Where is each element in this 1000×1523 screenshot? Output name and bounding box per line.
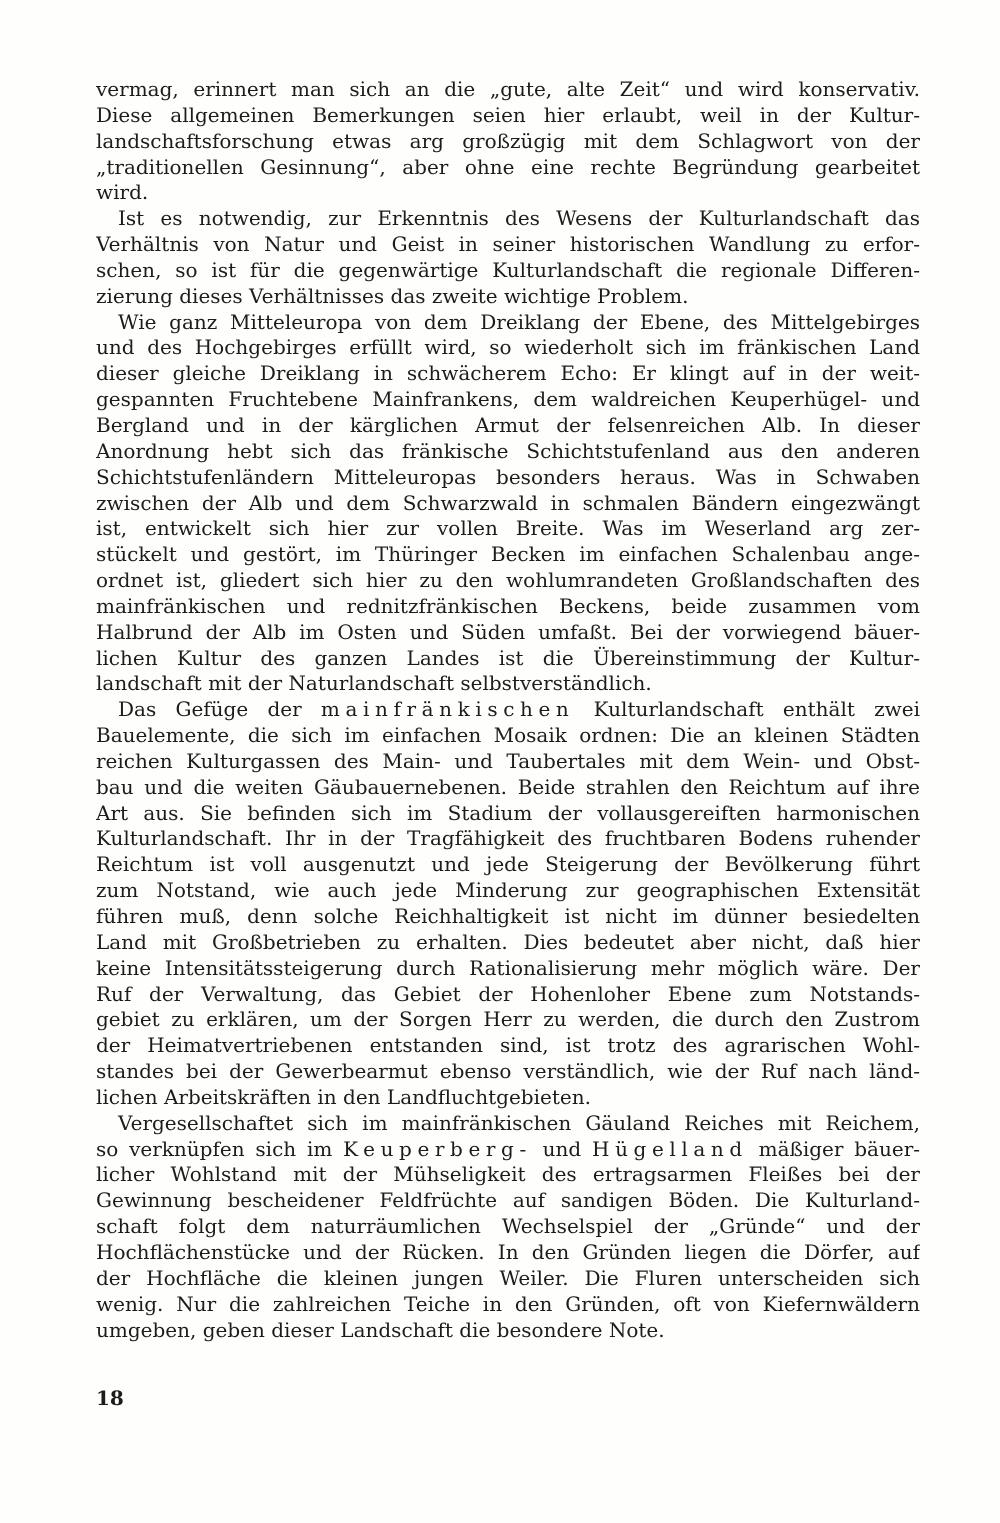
text-line: Wie ganz Mitteleuropa von dem Dreiklang der Ebene, des Mittelgebirges [118, 309, 920, 334]
text-line: ist, entwickelt sich hier zur vollen Breite. Was im Weserland arg zer- [96, 516, 920, 541]
text-line: führen muß, denn solche Reichhaltigkeit ist nicht im dünner besiedelten [96, 904, 920, 928]
text-line: Bergland und in der kärglichen Armut der felsenreichen Alb. In dieser [96, 412, 920, 437]
text-fragment: Das Gefüge der [118, 697, 302, 722]
text-line [96, 1137, 920, 1163]
text-line: Art aus. Sie befinden sich im Stadium der vollausgereiften harmonischen [96, 800, 920, 825]
text-line: und des Hochgebirges erfüllt wird, so wiederholt sich im fränkischen Land [96, 335, 920, 360]
text-line: mainfränkischen und rednitzfränkischen Beckens, beide zusammen vom [96, 593, 920, 618]
text-line: Diese allgemeinen Bemerkungen seien hier erlaubt, weil in der Kultur- [96, 102, 920, 127]
text-line: Reichtum ist voll ausgenutzt und jede Steigerung der Bevölkerung führt [96, 852, 920, 877]
text-line [96, 697, 920, 723]
text-line: licher Wohlstand mit der Mühseligkeit des ertragsarmen Fleißes bei der [96, 1162, 920, 1187]
text-line: Verhältnis von Natur und Geist in seiner historischen Wandlung zu erfor- [96, 232, 920, 257]
text-line: reichen Kulturgassen des Main- und Taubertales mit dem Wein- und Obst- [96, 748, 920, 773]
text-fragment: mäßiger bäuer- [758, 1136, 920, 1161]
text-fragment: so verknüpfen sich im [96, 1136, 333, 1161]
text-line: schaft folgt dem naturräumlichen Wechselspiel der „Gründe“ und der [96, 1214, 920, 1239]
text-line: Ruf der Verwaltung, das Gebiet der Hohenloher Ebene zum Notstands- [96, 981, 920, 1006]
text-line: Anordnung hebt sich das fränkische Schichtstufenland aus den anderen [96, 438, 920, 463]
text-line: ordnet ist, gliedert sich hier zu den wohlumrandeten Großlandschaften des [96, 568, 920, 593]
text-line: Hochflächenstücke und der Rücken. In den Gründen liegen die Dörfer, auf [96, 1239, 920, 1264]
body-text [96, 77, 920, 1343]
text-line: Bauelemente, die sich im einfachen Mosaik ordnen: Die an kleinen Städten [96, 723, 920, 748]
text-line: Schichtstufenländern Mitteleuropas besonders heraus. Was in Schwaben [96, 464, 920, 489]
text-line: keine Intensitätssteigerung durch Rationalisierung mehr möglich wäre. Der [96, 955, 920, 980]
text-line: dieser gleiche Dreiklang in schwächerem Echo: Er klingt auf in der weit- [96, 361, 920, 386]
text-line: gespannten Fruchtebene Mainfrankens, dem waldreichen Keuperhügel- und [96, 387, 920, 412]
text-line: lichen Arbeitskräften in den Landfluchtgebieten. [96, 1084, 591, 1109]
text-line: landschaftsforschung etwas arg großzügig mit dem Schlagwort von der [96, 128, 920, 153]
emphasized-term: mainfränkischen [320, 697, 575, 722]
text-line: „traditionellen Gesinnung“, aber ohne eine rechte Begründung gearbeitet [96, 154, 920, 179]
text-line: Land mit Großbetrieben zu erhalten. Dies bedeutet aber nicht, daß hier [96, 929, 920, 954]
text-line: wenig. Nur die zahlreichen Teiche in den Gründen, oft von Kiefernwäldern [96, 1291, 920, 1316]
text-line: Vergesellschaftet sich im mainfränkischen Gäuland Reiches mit Reichem, [118, 1110, 920, 1135]
page-number: 18 [96, 1386, 124, 1410]
text-line: bau und die weiten Gäubauernebenen. Beide strahlen den Reichtum auf ihre [96, 774, 920, 799]
text-line: schen, so ist für die gegenwärtige Kulturlandschaft die regionale Differen- [96, 257, 920, 282]
text-line: umgeben, geben dieser Landschaft die besondere Note. [96, 1317, 665, 1342]
text-line: wird. [96, 180, 149, 205]
text-line: zwischen der Alb und dem Schwarzwald in schmalen Bändern eingezwängt [96, 490, 920, 515]
text-line: der Hochfläche die kleinen jungen Weiler. Die Fluren unterscheiden sich [96, 1265, 920, 1290]
text-line: Ist es notwendig, zur Erkenntnis des Wesens der Kulturlandschaft das [118, 206, 920, 231]
emphasized-term: Hügelland [592, 1136, 748, 1161]
text-line: vermag, erinnert man sich an die „gute, alte Zeit“ und wird konservativ. [96, 77, 920, 101]
text-line: landschaft mit der Naturlandschaft selbstverständlich. [96, 671, 652, 696]
text-line: lichen Kultur des ganzen Landes ist die Übereinstimmung der Kultur- [96, 645, 920, 670]
text-line: Halbrund der Alb im Osten und Süden umfaßt. Bei der vorwiegend bäuer- [96, 619, 920, 644]
text-line: Gewinnung bescheidener Feldfrüchte auf sandigen Böden. Die Kulturland- [96, 1188, 920, 1213]
text-fragment: und [542, 1136, 582, 1161]
text-line: zierung dieses Verhältnisses das zweite wichtige Problem. [96, 283, 689, 308]
text-line: der Heimatvertriebenen entstanden sind, ist trotz des agrarischen Wohl- [96, 1033, 920, 1058]
emphasized-term: Keuperberg- [343, 1136, 532, 1161]
text-line: standes bei der Gewerbearmut ebenso verständlich, wie der Ruf nach länd- [96, 1059, 920, 1084]
text-line: gebiet zu erklären, um der Sorgen Herr zu werden, die durch den Zustrom [96, 1007, 920, 1032]
text-line: stückelt und gestört, im Thüringer Becken im einfachen Schalenbau ange- [96, 542, 920, 567]
text-line: Kulturlandschaft. Ihr in der Tragfähigkeit des fruchtbaren Bodens ruhender [96, 826, 920, 851]
text-line: zum Notstand, wie auch jede Minderung zur geographischen Extensität [96, 878, 920, 903]
text-fragment: Kulturlandschaft enthält zwei [593, 697, 920, 722]
